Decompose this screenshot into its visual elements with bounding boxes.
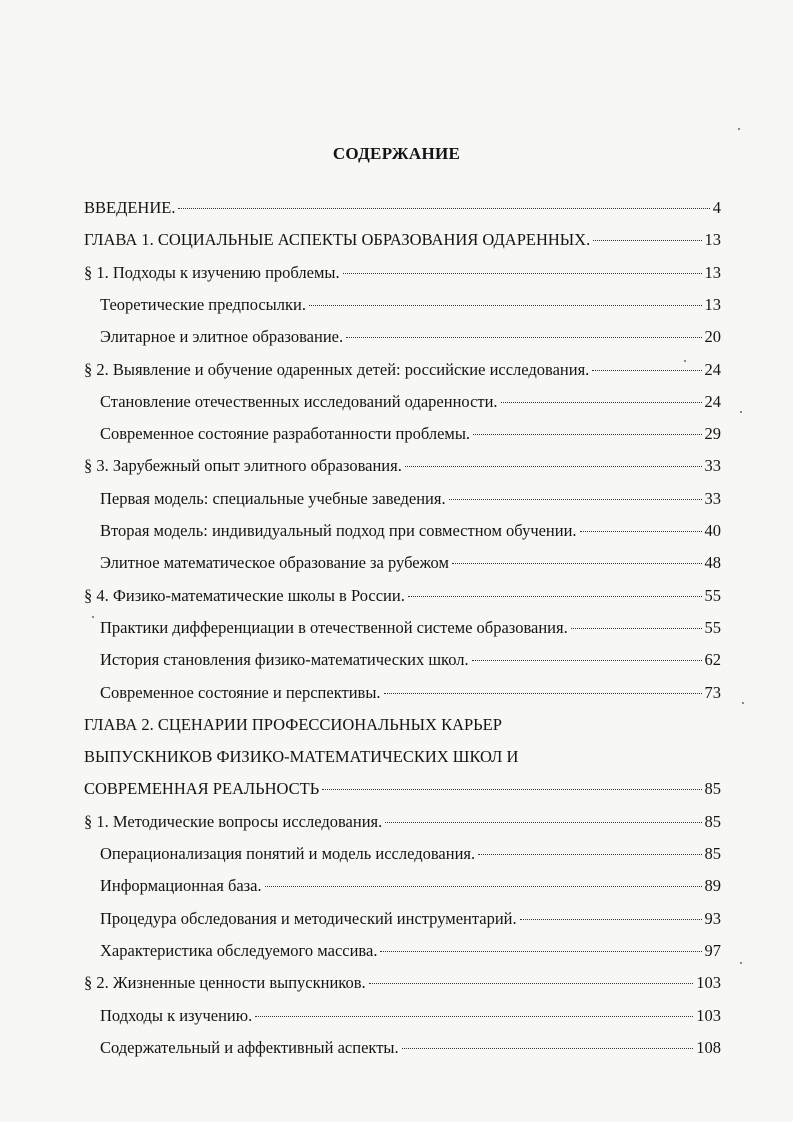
dot-leader — [369, 982, 694, 984]
scan-speck — [740, 411, 742, 413]
toc-entry-title: ВЫПУСКНИКОВ ФИЗИКО-МАТЕМАТИЧЕСКИХ ШКОЛ И — [84, 747, 519, 767]
scan-speck — [738, 128, 740, 130]
toc-entry-title: Теоретические предпосылки. — [100, 294, 306, 314]
scan-speck — [92, 616, 94, 618]
toc-page-number: 20 — [704, 327, 721, 347]
toc-entry-title: Процедура обследования и методический инструментарий. — [100, 908, 517, 928]
toc-entry-title: Первая модель: специальные учебные заведения. — [100, 488, 446, 508]
toc-page-number: 103 — [696, 1005, 721, 1025]
dot-leader — [402, 1047, 694, 1049]
toc-entry-title: § 1. Методические вопросы исследования. — [84, 811, 383, 831]
dot-leader — [473, 433, 701, 435]
toc-page-number: 40 — [704, 521, 721, 540]
dot-leader — [571, 627, 702, 629]
toc-page-number: 62 — [704, 650, 721, 670]
toc-page-number: 55 — [704, 617, 721, 637]
toc-entry — [0, 519, 793, 543]
scan-speck — [740, 962, 742, 964]
toc-entry — [0, 616, 793, 640]
page-title: СОДЕРЖАНИЕ — [332, 144, 461, 163]
toc-page-number: 13 — [704, 262, 721, 282]
toc-entry — [0, 1004, 793, 1028]
toc-entry-title: Практики дифференциации в отечественной системе образования. — [100, 617, 568, 637]
toc-page-number: 73 — [704, 682, 721, 702]
toc-page-number: 103 — [696, 973, 721, 993]
toc-page-number: 55 — [704, 585, 721, 605]
toc-entry-title: История становления физико-математических школ. — [100, 650, 469, 670]
toc-entry-title: СОВРЕМЕННАЯ РЕАЛЬНОСТЬ — [84, 779, 320, 799]
toc-entry-title: § 2. Выявление и обучение одаренных детей: российские исследования. — [84, 359, 590, 379]
dot-leader — [408, 595, 702, 597]
toc-entry — [0, 196, 793, 220]
dot-leader — [478, 853, 701, 855]
toc-page-number: 108 — [696, 1037, 721, 1057]
toc-entry — [0, 939, 793, 963]
toc-entry-title: Элитное математическое образование за рубежом — [100, 553, 449, 573]
toc-page-number: 24 — [704, 359, 721, 379]
toc-entry-title: Подходы к изучению. — [100, 1005, 253, 1025]
dot-leader — [593, 239, 701, 241]
toc-entry — [0, 777, 793, 801]
dot-leader — [309, 304, 702, 306]
toc-entry — [0, 584, 793, 608]
dot-leader — [265, 885, 702, 887]
toc-entry-title: Вторая модель: индивидуальный подход при совместном обучении. — [100, 521, 577, 540]
toc-entry-title: Современное состояние разработанности проблемы. — [100, 424, 471, 444]
toc-entry — [0, 422, 793, 446]
dot-leader — [178, 207, 709, 209]
toc-entry-title: § 1. Подходы к изучению проблемы. — [84, 262, 340, 282]
toc-entry — [0, 907, 793, 931]
dot-leader — [346, 336, 701, 338]
toc-page-number: 4 — [712, 198, 721, 217]
dot-leader — [452, 562, 702, 564]
toc-page-number: 29 — [704, 424, 721, 444]
toc-entry — [0, 1036, 793, 1060]
dot-leader — [501, 401, 702, 403]
toc-entry-title: Становление отечественных исследований одаренности. — [100, 391, 498, 411]
toc-page-number: 33 — [704, 456, 721, 476]
toc-entry-title: Содержательный и аффективный аспекты. — [100, 1037, 399, 1057]
toc-page-number: 24 — [704, 391, 721, 411]
toc-entry-title: § 2. Жизненные ценности выпускников. — [84, 973, 366, 993]
dot-leader — [322, 788, 701, 790]
toc-entry — [0, 293, 793, 317]
toc-entry — [0, 810, 793, 834]
toc-entry — [0, 454, 793, 478]
dot-leader — [380, 950, 701, 952]
toc-entry — [0, 487, 793, 511]
dot-leader — [580, 530, 702, 532]
toc-entry-title: ГЛАВА 2. СЦЕНАРИИ ПРОФЕССИОНАЛЬНЫХ КАРЬЕР — [84, 714, 502, 734]
toc-entry — [0, 745, 793, 769]
toc-page-number: 85 — [704, 811, 721, 831]
toc-entry — [0, 551, 793, 575]
toc-page-number: 13 — [704, 230, 721, 250]
toc-entry-title: Элитарное и элитное образование. — [100, 327, 344, 347]
toc-entry-title: Характеристика обследуемого массива. — [100, 940, 378, 960]
toc-page-number: 48 — [704, 553, 721, 573]
scan-speck — [742, 702, 744, 704]
toc-entry — [0, 648, 793, 672]
dot-leader — [520, 918, 702, 920]
toc-entry-title: Информационная база. — [100, 876, 262, 896]
toc-page-number: 93 — [704, 908, 721, 928]
toc-page-number: 85 — [704, 779, 721, 799]
toc-entry — [0, 390, 793, 414]
toc-page-number: 13 — [704, 294, 721, 314]
toc-entry — [0, 358, 793, 382]
dot-leader — [384, 692, 702, 694]
toc-entry-title: § 3. Зарубежный опыт элитного образования. — [84, 456, 402, 476]
toc-entry — [0, 874, 793, 898]
toc-entry — [0, 842, 793, 866]
toc-entry-title: § 4. Физико-математические школы в России. — [84, 585, 405, 605]
dot-leader — [255, 1015, 693, 1017]
dot-leader — [385, 821, 701, 823]
toc-entry — [0, 261, 793, 285]
toc-entry — [0, 971, 793, 995]
toc-entry — [0, 228, 793, 252]
dot-leader — [449, 498, 702, 500]
dot-leader — [592, 369, 701, 371]
toc-entry-title: Современное состояние и перспективы. — [100, 682, 381, 702]
scan-speck — [684, 360, 686, 362]
toc-entry-title: ВВЕДЕНИЕ. — [84, 198, 176, 217]
toc-page-number: 33 — [704, 488, 721, 508]
toc-entry — [0, 681, 793, 705]
toc-entry-title: Операционализация понятий и модель исследования. — [100, 844, 476, 863]
toc-page-number: 97 — [704, 940, 721, 960]
toc-page-number: 89 — [704, 876, 721, 896]
toc-entry — [0, 713, 793, 737]
dot-leader — [472, 659, 702, 661]
dot-leader — [405, 465, 702, 467]
toc-entry — [0, 325, 793, 349]
toc-page-number: 85 — [704, 844, 721, 863]
toc-entry-title: ГЛАВА 1. СОЦИАЛЬНЫЕ АСПЕКТЫ ОБРАЗОВАНИЯ ОДАРЕННЫХ. — [84, 230, 591, 250]
dot-leader — [343, 272, 702, 274]
